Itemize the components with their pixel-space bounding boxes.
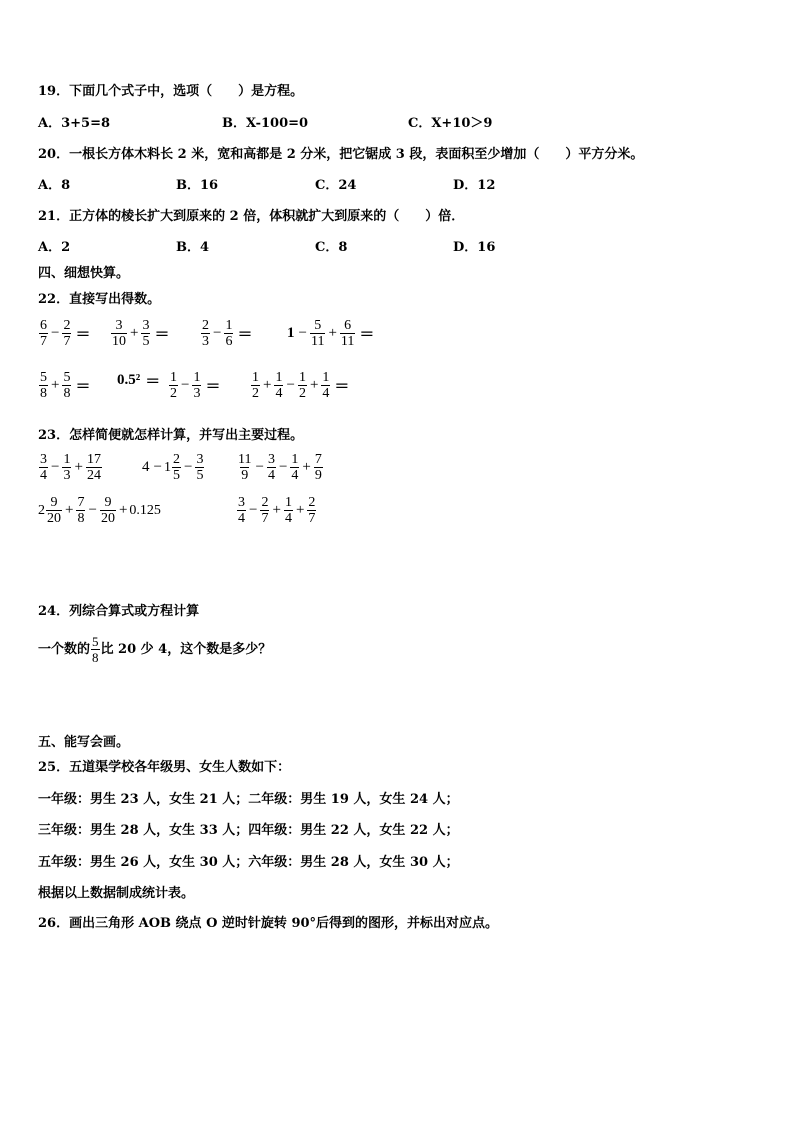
q23-expr-5: 3 4 − $\frac{2}{7}$ + $\frac{1}{4}$ + $\frac{2}{7}$: [238, 495, 316, 526]
q23-stem: 23．怎样简便就怎样计算，并写出主要过程。: [38, 428, 304, 443]
section-4-heading: 四、细想快算。: [38, 266, 130, 281]
q23-expr-1: 3 4 − $\frac{1}{3}$ + $\frac{17}{24}$: [40, 452, 101, 483]
fraction: 6 7: [40, 318, 47, 349]
q21-option-d[interactable]: D．16: [453, 240, 496, 255]
fraction: $\frac{1}{3}$: [63, 452, 71, 483]
q25-line-3: 五年级：男生 26 人，女生 30 人；六年级：男生 28 人，女生 30 人；: [38, 855, 459, 870]
fraction: $\frac{2}{7}$: [308, 495, 316, 526]
q26-stem: 26．画出三角形 AOB 绕点 O 逆时针旋转 90°后得到的图形，并标出对应点。: [38, 916, 499, 931]
fraction: 5 8: [40, 370, 47, 401]
q21-option-a[interactable]: A．2: [38, 240, 71, 255]
q25-line-2: 三年级：男生 28 人，女生 33 人；四年级：男生 22 人，女生 22 人；: [38, 823, 459, 838]
fraction: $\frac{9}{20}$: [100, 495, 115, 526]
q23-expr-4: 2 9 20 + $\frac{7}{8}$ − $\frac{9}{20}$ + 0.125: [38, 495, 161, 526]
section-5-heading: 五、能写会画。: [38, 735, 130, 750]
q20-option-d[interactable]: D．12: [453, 178, 496, 193]
q22-expr-6: 0.5² ＝: [117, 372, 161, 390]
fraction: $\frac{7}{8}$: [77, 495, 85, 526]
fraction: $\frac{3}{5}$: [196, 452, 204, 483]
q21-stem: 21．正方体的棱长扩大到原来的 2 倍，体积就扩大到原来的（ ）倍．: [38, 209, 465, 224]
fraction: $\frac{5}{8}$: [63, 370, 71, 401]
q22-expr-2: 3 10 + $\frac{3}{5}$ ＝: [112, 318, 170, 349]
q25-line-1: 一年级：男生 23 人，女生 21 人；二年级：男生 19 人，女生 24 人；: [38, 792, 459, 807]
fraction: $\frac{5}{11}$: [310, 318, 325, 349]
fraction: 11 9: [238, 452, 252, 483]
q19-option-c[interactable]: C．X+10＞9: [408, 116, 493, 131]
fraction: $\frac{1}{4}$: [275, 370, 283, 401]
q24-problem: 一个数的 5 8 比 20 少 4，这个数是多少？: [38, 634, 272, 665]
fraction: 9 20: [47, 495, 61, 526]
q21-option-c[interactable]: C．8: [315, 240, 348, 255]
q22-expr-3: 2 3 − $\frac{1}{6}$ ＝: [202, 318, 253, 349]
fraction: $\frac{1}{4}$: [284, 495, 292, 526]
q22-expr-7: 1 2 − $\frac{1}{3}$ ＝: [170, 370, 221, 401]
fraction: $\frac{1}{2}$: [298, 370, 306, 401]
q19-stem: 19．下面几个式子中，选项（ ）是方程。: [38, 84, 304, 99]
q19-option-a[interactable]: A．3+5=8: [38, 116, 111, 131]
fraction: $\frac{1}{4}$: [322, 370, 330, 401]
fraction: 3 4: [40, 452, 47, 483]
q24-stem: 24．列综合算式或方程计算: [38, 604, 200, 619]
fraction: 3 10: [112, 318, 126, 349]
q22-expr-4: 1 − $\frac{5}{11}$ + $\frac{6}{11}$ ＝: [287, 318, 375, 349]
fraction: $\frac{1}{4}$: [291, 452, 299, 483]
fraction: $\frac{7}{9}$: [314, 452, 322, 483]
q22-stem: 22．直接写出得数。: [38, 292, 161, 307]
q20-stem: 20．一根长方体木料长 2 米，宽和高都是 2 分米，把它锯成 3 段，表面积至少增加（ ）平方分米。: [38, 147, 644, 162]
fraction: $\frac{3}{4}$: [267, 452, 275, 483]
q23-expr-2: 4 − 1 2 5 − $\frac{3}{5}$: [142, 452, 204, 483]
q23-expr-3: 11 9 − $\frac{3}{4}$ − $\frac{1}{4}$ + $\frac{7}{9}$: [238, 452, 322, 483]
q22-expr-1: 6 7 − $\frac{2}{7}$ ＝: [40, 318, 91, 349]
fraction: $\frac{1}{6}$: [225, 318, 233, 349]
q25-stem: 25．五道渠学校各年级男、女生人数如下：: [38, 760, 291, 775]
fraction: $\frac{2}{7}$: [63, 318, 71, 349]
q25-line-4: 根据以上数据制成统计表。: [38, 886, 195, 901]
fraction: $\frac{6}{11}$: [340, 318, 355, 349]
fraction: 2 5: [172, 452, 180, 483]
q21-option-b[interactable]: B．4: [176, 240, 210, 255]
q19-option-b[interactable]: B．X-100=0: [222, 116, 309, 131]
fraction: 5 8: [92, 634, 99, 665]
fraction: $\frac{3}{5}$: [142, 318, 150, 349]
q22-expr-8: 1 2 + $\frac{1}{4}$ − $\frac{1}{2}$ + $\frac{1}{4}$ ＝: [252, 370, 350, 401]
fraction: 2 3: [202, 318, 209, 349]
fraction: 3 4: [238, 495, 245, 526]
fraction: $\frac{1}{3}$: [193, 370, 201, 401]
fraction: $\frac{2}{7}$: [261, 495, 269, 526]
q20-option-b[interactable]: B．16: [176, 178, 219, 193]
fraction: 1 2: [170, 370, 177, 401]
q20-option-a[interactable]: A．8: [38, 178, 71, 193]
q20-option-c[interactable]: C．24: [315, 178, 357, 193]
q22-expr-5: 5 8 + $\frac{5}{8}$ ＝: [40, 370, 91, 401]
fraction: $\frac{17}{24}$: [86, 452, 101, 483]
fraction: 1 2: [252, 370, 259, 401]
